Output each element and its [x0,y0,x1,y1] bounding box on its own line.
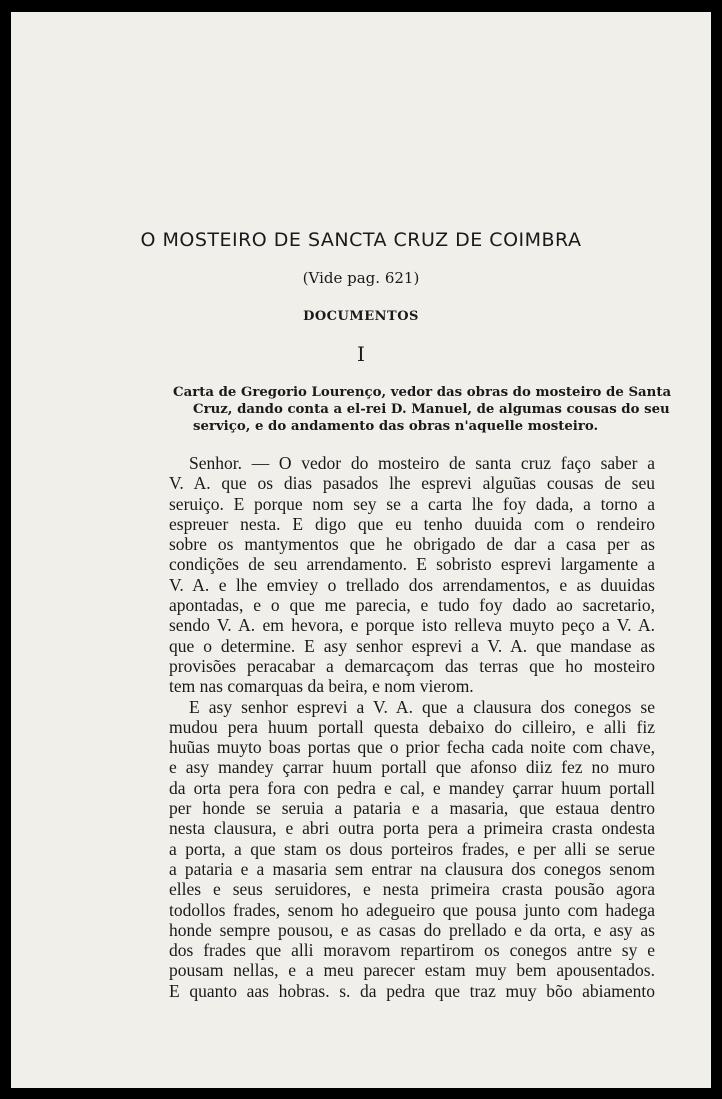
body-line: mudou pera huum portall questa debaixo do cilleiro, e alli fiz [169,716,655,737]
section-heading: DOCUMENTOS [303,309,419,324]
body-line: Senhor. — O vedor do mosteiro de santa cruz faço saber a [189,453,655,473]
summary-line: Carta de Gregorio Lourenço, vedor das obras do mosteiro de Santa [173,385,672,400]
body-line: sobre os mantymentos que he obrigado de dar a casa per as [169,534,655,555]
body-line: apontadas, e o que me parecia, e tudo foy dado ao sacretario, [169,595,655,616]
body-line: huũas muyto boas portas que o prior fecha cada noite com chave, [169,737,655,758]
body-line: pousam nellas, e a meu parecer estam muy bem apousentados. [169,960,655,981]
summary-line: Cruz, dando conta a el-rei D. Manuel, de algumas cousas do seu [193,402,670,417]
document-number: I [357,342,365,366]
body-line: elles e seus seruidores, e nesta primeira crasta pousão agora [169,879,655,900]
body-line: honde sempre pousou, e as casas do prellado e da orta, e asy as [169,919,655,940]
body-line: seruiço. E porque nom sey se a carta lhe foy dada, a torno a [169,493,655,514]
letter-body [169,453,655,1001]
body-line: V. A. e lhe emviey o trellado dos arrendamentos, e as duuidas [169,574,655,595]
document-page [11,12,711,1088]
body-line: a pataria e a masaria sem entrar na clausura dos conegos senom [169,858,655,879]
body-line: da orta pera fora con pedra e cal, e mandey çarrar huum portall [169,777,655,798]
page-reference: (Vide pag. 621) [302,269,420,287]
summary-line: serviço, e do andamento das obras n'aquelle mosteiro. [193,419,599,434]
body-line: tem nas comarquas da beira, e nom vierom. [169,676,474,697]
body-line: per honde se seruia a pataria e a masaria, que estaua dentro [169,798,655,819]
body-line: nesta clausura, e abri outra porta pera a primeira crasta ondesta [169,818,655,839]
body-line: dos frades que alli moravom repartirom os conegos antre sy e [169,940,655,961]
body-line: espreuer nesta. E digo que eu tenho duuida com o rendeiro [169,513,655,534]
body-line: condições de seu arrendamento. E sobristo esprevi largamente a [169,554,655,575]
body-line: V. A. que os dias pasados lhe esprevi alguũas cousas de seu [169,473,655,494]
body-line: E quanto aas hobras. s. da pedra que traz muy bõo abiamento [169,980,655,1001]
body-line: E asy senhor esprevi a V. A. que a clausura dos conegos se [189,696,655,717]
document-title: O MOSTEIRO DE SANCTA CRUZ DE COIMBRA [140,229,582,251]
body-line: que o determine. E asy senhor esprevi a V. A. que mandase as [169,635,655,656]
body-line: todollos frades, senom ho adegueiro que pousa junto com hadega [169,899,655,920]
body-line: e asy mandey çarrar huum portall que afonso diiz fez no muro [169,757,655,778]
body-line: provisões peracabar a demarcaçom das terras que ho mosteiro [169,655,655,676]
body-line: a porta, a que stam os dous porteiros frades, e per alli se serue [169,838,655,859]
body-line: sendo V. A. em hevora, e porque isto relleva muyto peço a V. A. [169,615,655,636]
letter-summary [173,384,672,435]
